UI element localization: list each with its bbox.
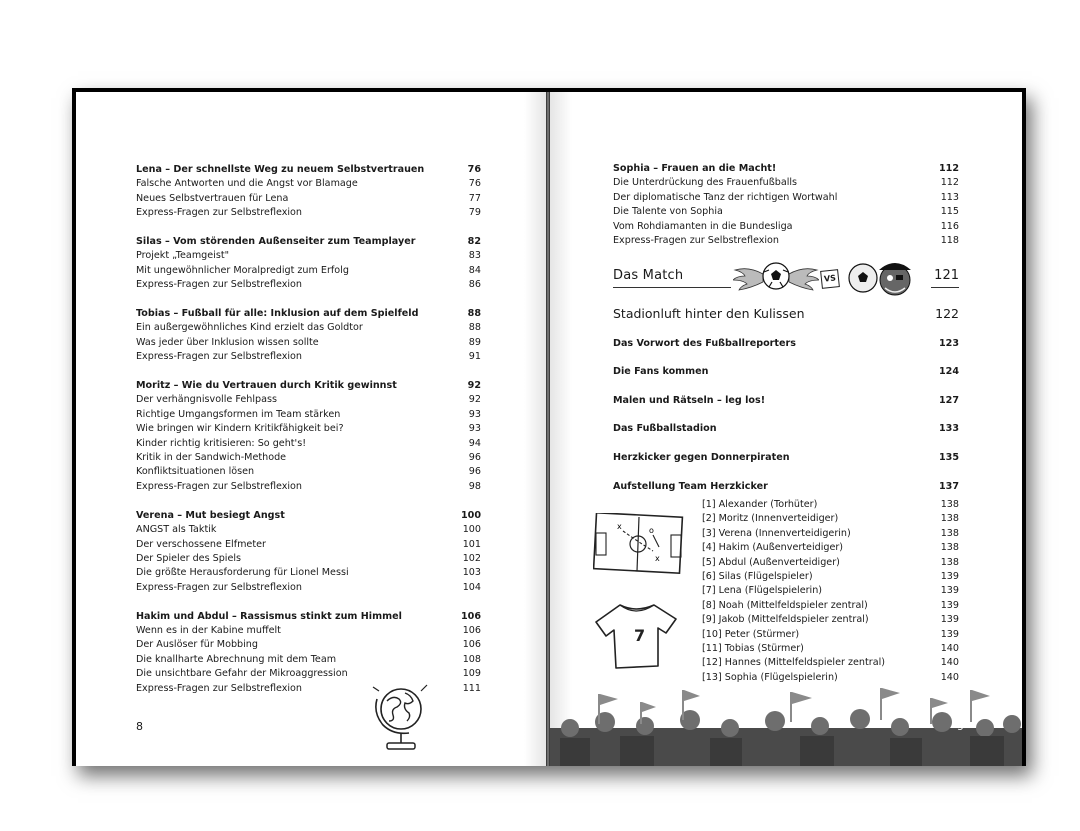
toc-entry-title: Ein außergewöhnliches Kind erzielt das Goldtor [136,322,363,334]
toc-entry-page: 76 [468,178,481,190]
svg-text:o: o [649,526,654,535]
toc-chapter [136,509,481,523]
lineup-entry-title: [2] Moritz (Innenverteidiger) [702,513,839,525]
toc-subsection-title: Das Fußballstadion [613,423,717,434]
toc-entry-page: 101 [462,538,481,550]
toc-entry-title: ANGST als Taktik [136,524,217,536]
lineup-entry [702,541,959,555]
lineup-entry-title: [7] Lena (Flügelspielerin) [702,585,823,597]
stadion-heading: Stadionluft hinter den Kulissen 122 [613,306,959,321]
toc-entry-page: 96 [468,452,481,464]
jersey-icon [594,601,680,671]
toc-entry-title: Projekt „Teamgeist" [136,250,229,262]
toc-subsection-title: Malen und Rätseln – leg los! [613,395,766,406]
toc-entry [136,336,481,350]
toc-chapter-page: 82 [467,236,481,248]
toc-entry-page: 111 [462,682,481,694]
toc-entry-page: 92 [468,394,481,406]
match-page: 121 [934,268,959,283]
toc-subsection-page: 127 [938,395,959,406]
toc-entry-title: Express-Fragen zur Selbstreflexion [136,207,303,219]
toc-entry-title: Express-Fragen zur Selbstreflexion [613,235,780,247]
toc-chapter-title: Tobias – Fußball für alle: Inklusion auf dem Spielfeld [136,308,419,320]
toc-chapter-title: Moritz – Wie du Vertrauen durch Kritik gewinnst [136,380,397,392]
toc-entry [136,192,481,206]
toc-entry-page: 115 [940,206,959,218]
lineup-entry-page: 140 [940,657,959,669]
svg-text:7: 7 [634,626,646,645]
toc-chapter [136,610,481,624]
toc-entry-title: Die unsichtbare Gefahr der Mikroaggression [136,668,348,680]
winged-ball-icon [733,260,819,296]
toc-chapter-title: Verena – Mut besiegt Angst [136,509,285,521]
lineup-entry-page: 139 [940,599,959,611]
lineup-entry [702,498,959,512]
toc-entry-title: Die Talente von Sophia [613,206,723,218]
toc-entry-page: 118 [940,235,959,247]
toc-entry-title: Falsche Antworten und die Angst vor Blamage [136,178,358,190]
toc-entry-page: 100 [462,524,481,536]
lineup-entry [702,556,959,570]
toc-left [136,163,481,696]
toc-chapter-title: Lena – Der schnellste Weg zu neuem Selbstvertrauen [136,164,425,175]
toc-chapter-title: Hakim und Abdul – Rassismus stinkt zum Himmel [136,610,402,622]
toc-subsection [613,366,959,377]
lineup-entry [702,599,959,613]
toc-entry [136,350,481,364]
toc-entry-page: 89 [468,336,481,348]
toc-subsection-page: 124 [938,366,959,377]
toc-entry-title: Express-Fragen zur Selbstreflexion [136,480,303,492]
lineup-entry-page: 140 [940,671,959,683]
lineup-entry-title: [8] Noah (Mittelfeldspieler zentral) [702,599,868,611]
toc-entry-page: 109 [462,668,481,680]
toc-entry [136,581,481,595]
toc-subsection-title: Die Fans kommen [613,366,709,377]
toc-entry-title: Was jeder über Inklusion wissen sollte [136,336,319,348]
lineup-entry-title: [5] Abdul (Außenverteidiger) [702,556,840,568]
toc-entry-title: Vom Rohdiamanten in die Bundesliga [613,220,793,232]
toc-chapter [136,235,481,249]
lineup-entry-title: [12] Hannes (Mittelfeldspieler zentral) [702,657,885,669]
toc-entry-title: Neues Selbstvertrauen für Lena [136,192,289,204]
lineup-entry-title: [1] Alexander (Torhüter) [702,499,818,510]
toc-entry-title: Mit ungewöhnlicher Moralpredigt zum Erfolg [136,264,349,276]
svg-text:x: x [617,522,622,531]
toc-entry [136,523,481,537]
toc-entry-title: Express-Fragen zur Selbstreflexion [136,682,303,694]
lineup-entry-page: 140 [940,643,959,655]
toc-entry-title: Express-Fragen zur Selbstreflexion [136,279,303,291]
spine-shadow [524,92,546,766]
lineup-entry [702,628,959,642]
lineup-entry-title: [10] Peter (Stürmer) [702,628,800,640]
toc-entry-title: Konfliktsituationen lösen [136,466,255,478]
lineup-entry-title: [3] Verena (Innenverteidigerin) [702,527,851,539]
toc-entry-page: 88 [468,322,481,334]
toc-entry [136,177,481,191]
globe-icon [369,679,433,755]
toc-entry [136,321,481,335]
toc-entry-title: Richtige Umgangsformen im Team stärken [136,408,341,420]
toc-entry-page: 91 [468,351,481,363]
lineup-entry [702,613,959,627]
toc-entry [136,422,481,436]
toc-subsection [613,338,959,349]
toc-entry-title: Der diplomatische Tanz der richtigen Wortwahl [613,191,838,203]
toc-entry-title: Die Unterdrückung des Frauenfußballs [613,177,798,189]
toc-entry-page: 104 [462,581,481,593]
toc-entry-page: 106 [462,639,481,651]
toc-entry-page: 77 [468,192,481,204]
toc-subsection-title: Herzkicker gegen Donnerpiraten [613,452,790,463]
toc-entry-page: 86 [468,279,481,291]
vs-badge: VS [820,269,840,289]
toc-entry [136,653,481,667]
divider [613,287,731,288]
tactics-board-icon [593,513,685,575]
lineup-entry-page: 139 [940,571,959,583]
toc-entry [136,552,481,566]
spacer [136,494,481,508]
lineup-entry-page: 138 [940,499,959,510]
lineup-entry-page: 138 [940,513,959,525]
toc-entry-title: Die größte Herausforderung für Lionel Messi [136,567,349,579]
toc-chapter-page: 100 [460,509,481,521]
toc-entry-page: 112 [940,177,959,189]
toc-entry-page: 93 [468,408,481,420]
toc-entry [136,437,481,451]
toc-entry-page: 113 [940,191,959,203]
toc-entry [136,264,481,278]
toc-entry [136,480,481,494]
toc-subsection-title: Aufstellung Team Herzkicker [613,481,768,492]
toc-entry [136,393,481,407]
toc-entry-page: 116 [940,220,959,232]
page-number: 9 [957,720,964,733]
toc-entry [136,538,481,552]
toc-subsection [613,395,959,406]
toc-chapter-page: 76 [467,164,481,175]
toc-entry-title: Wie bringen wir Kindern Kritikfähigkeit bei? [136,423,344,435]
spacer [136,221,481,235]
spacer [136,595,481,609]
toc-chapter-page: 112 [938,163,959,174]
lineup-entry [702,527,959,541]
toc-subsection [613,423,959,434]
toc-entry-title: Wenn es in der Kabine muffelt [136,624,281,636]
toc-chapter [613,162,959,176]
lineup-entry [702,671,959,685]
toc-entry [136,278,481,292]
toc-entry-page: 102 [462,552,481,564]
toc-right [613,162,959,248]
toc-entry [136,465,481,479]
lineup-entry-title: [11] Tobias (Stürmer) [702,643,804,655]
toc-entry [613,191,959,205]
lineup-entry-page: 139 [940,628,959,640]
toc-entry [136,206,481,220]
toc-subsection-title: Das Vorwort des Fußballreporters [613,338,796,349]
toc-entry-page: 94 [468,437,481,449]
spacer [136,365,481,379]
lineup-entry-page: 139 [940,614,959,626]
toc-entry-page: 96 [468,466,481,478]
lineup-entry-title: [9] Jakob (Mittelfeldspieler zentral) [702,614,869,626]
lineup-entry-title: [6] Silas (Flügelspieler) [702,571,813,583]
toc-entry-title: Der Spieler des Spiels [136,552,242,564]
toc-entry [613,220,959,234]
toc-entry [136,408,481,422]
toc-entry-page: 93 [468,423,481,435]
crowd-silhouette [550,688,1022,766]
toc-entry [136,451,481,465]
lineup-entry [702,512,959,526]
toc-chapter-page: 106 [460,610,481,622]
toc-chapter [136,163,481,177]
left-page [76,92,546,766]
toc-chapter-page: 88 [467,308,481,320]
toc-entry-page: 98 [468,480,481,492]
toc-entry-title: Kritik in der Sandwich-Methode [136,452,287,464]
lineup-entry-title: [4] Hakim (Außenverteidiger) [702,542,844,554]
toc-entry-title: Der verschossene Elfmeter [136,538,266,550]
svg-text:x: x [655,554,660,563]
lineup-entry-title: [13] Sophia (Flügelspielerin) [702,671,838,683]
toc-entry [136,249,481,263]
toc-entry [613,205,959,219]
toc-subsection-page: 135 [938,452,959,463]
page-number: 8 [136,720,143,733]
toc-entry [136,566,481,580]
divider [931,287,959,288]
lineup-entry [702,570,959,584]
lineup-entry-page: 138 [940,527,959,539]
right-page [550,92,1022,766]
toc-entry [136,638,481,652]
toc-chapter-title: Silas – Vom störenden Außenseiter zum Teamplayer [136,236,416,248]
toc-subsection-page: 133 [938,423,959,434]
toc-entry-title: Kinder richtig kritisieren: So geht's! [136,437,307,449]
lineup-entry-page: 138 [940,542,959,554]
toc-entry-title: Express-Fragen zur Selbstreflexion [136,581,303,593]
toc-chapter-page: 92 [467,380,481,392]
toc-chapter [136,379,481,393]
spacer [136,293,481,307]
lineup-entry-page: 138 [940,556,959,568]
lineup-entry [702,656,959,670]
toc-subsection-page: 123 [938,338,959,349]
match-heading [613,266,959,292]
toc-entry-title: Die knallharte Abrechnung mit dem Team [136,653,337,665]
lineup-entry-page: 139 [940,585,959,597]
toc-subsection [613,481,959,492]
toc-entry-page: 108 [462,653,481,665]
toc-entry-title: Der Auslöser für Mobbing [136,639,258,651]
open-book [72,88,1026,766]
toc-chapter-title: Sophia – Frauen an die Macht! [613,163,777,174]
pirate-ball-icon [841,258,919,298]
match-label: Das Match [613,268,684,283]
toc-entry [613,234,959,248]
spine-shadow [550,92,572,766]
toc-subsection-page: 137 [938,481,959,492]
toc-entry [136,624,481,638]
toc-entry-page: 79 [468,207,481,219]
toc-entry-page: 83 [468,250,481,262]
toc-entry-title: Der verhängnisvolle Fehlpass [136,394,277,406]
toc-entry [613,176,959,190]
toc-chapter [136,307,481,321]
lineup-entry [702,642,959,656]
toc-entry-title: Express-Fragen zur Selbstreflexion [136,351,303,363]
lineup-entry [702,584,959,598]
toc-entry-page: 106 [462,624,481,636]
toc-entry-page: 84 [468,264,481,276]
toc-subsection [613,452,959,463]
lineup-list [702,498,959,685]
toc-entry-page: 103 [462,567,481,579]
